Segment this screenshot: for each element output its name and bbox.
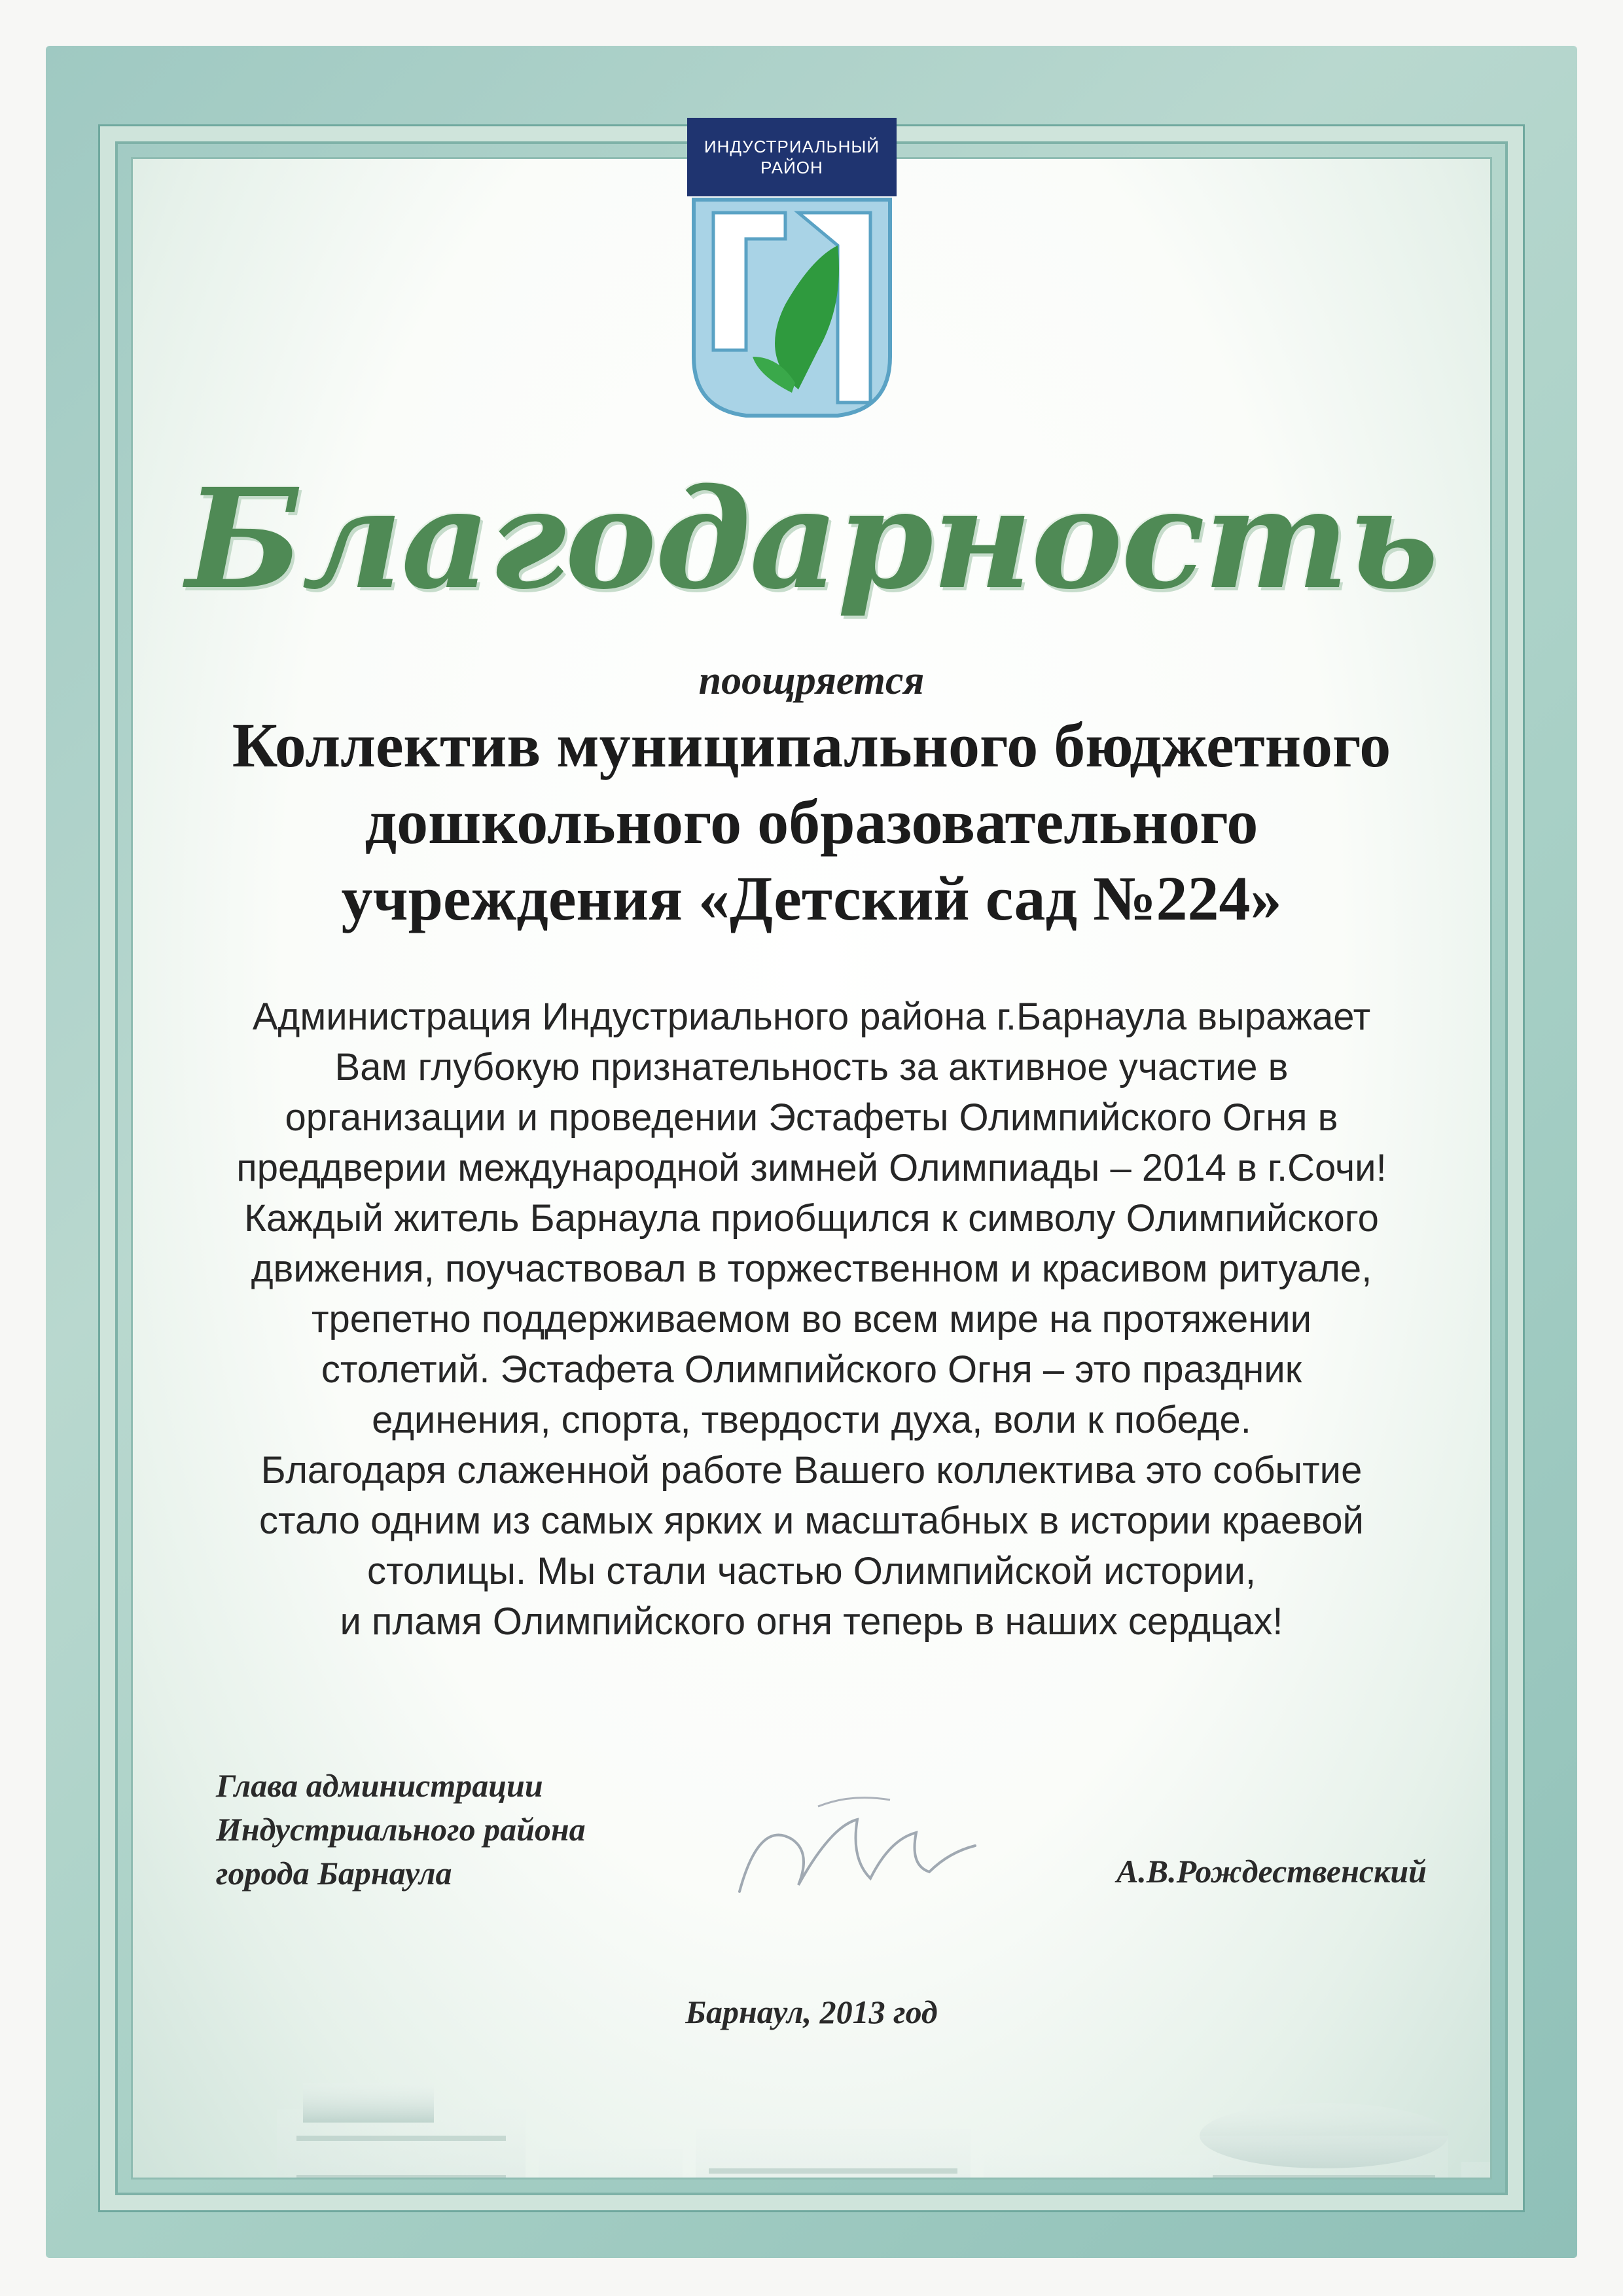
certificate-title: Благодарность [185,458,1438,620]
signatory-position [216,1764,805,1895]
body-line: Каждый житель Барнаула приобщился к символу Олимпийского [244,1197,1379,1240]
body-line: Благодаря слаженной работе Вашего коллектива это событие [260,1449,1363,1492]
body-line: столицы. Мы стали частью Олимпийской истории, [366,1550,1257,1592]
emblem-shield-icon [687,193,897,425]
position-line-2: Индустриального района [216,1811,586,1848]
emblem-banner [687,118,897,196]
signer-name: А.В.Рождественский [1116,1853,1427,1890]
body-line: столетий. Эстафета Олимпийского Огня – это праздник [321,1348,1302,1391]
body-line: трепетно поддерживаемом во всем мире на протяжении [311,1298,1312,1340]
body-line: стало одним из самых ярких и масштабных в истории краевой [259,1499,1364,1542]
body-line: и пламя Олимпийского огня теперь в наших сердцах! [340,1600,1283,1643]
body-line: движения, поучаствовал в торжественном и красивом ритуале, [251,1247,1372,1290]
body-line: организации и проведении Эстафеты Олимпийского Огня в [285,1096,1338,1139]
encouraged-label: поощряется [698,658,925,703]
place-date: Барнаул, 2013 год [685,1994,938,2030]
gratitude-text [131,992,1492,1647]
emblem-line-2: РАЙОН [760,158,823,177]
district-emblem [687,118,897,425]
handwritten-signature [720,1780,995,1924]
recipient-line-3: учреждения «Детский сад №224» [341,863,1282,933]
city-skyline-image [264,2057,1492,2179]
recipient-line-1: Коллектив муниципального бюджетного [232,710,1391,780]
body-line: преддверии международной зимней Олимпиады – 2014 в г.Сочи! [236,1147,1387,1189]
body-line: Администрация Индустриального района г.Барнаула выражает [252,996,1371,1038]
recipient-line-2: дошкольного образовательного [365,787,1258,857]
recipient-name [105,707,1518,937]
body-line: единения, спорта, твердости духа, воли к победе. [372,1399,1251,1441]
emblem-line-1: ИНДУСТРИАЛЬНЫЙ [704,136,880,156]
position-line-1: Глава администрации [216,1767,543,1804]
position-line-3: города Барнаула [216,1855,452,1892]
body-line: Вам глубокую признательность за активное участие в [334,1046,1289,1088]
